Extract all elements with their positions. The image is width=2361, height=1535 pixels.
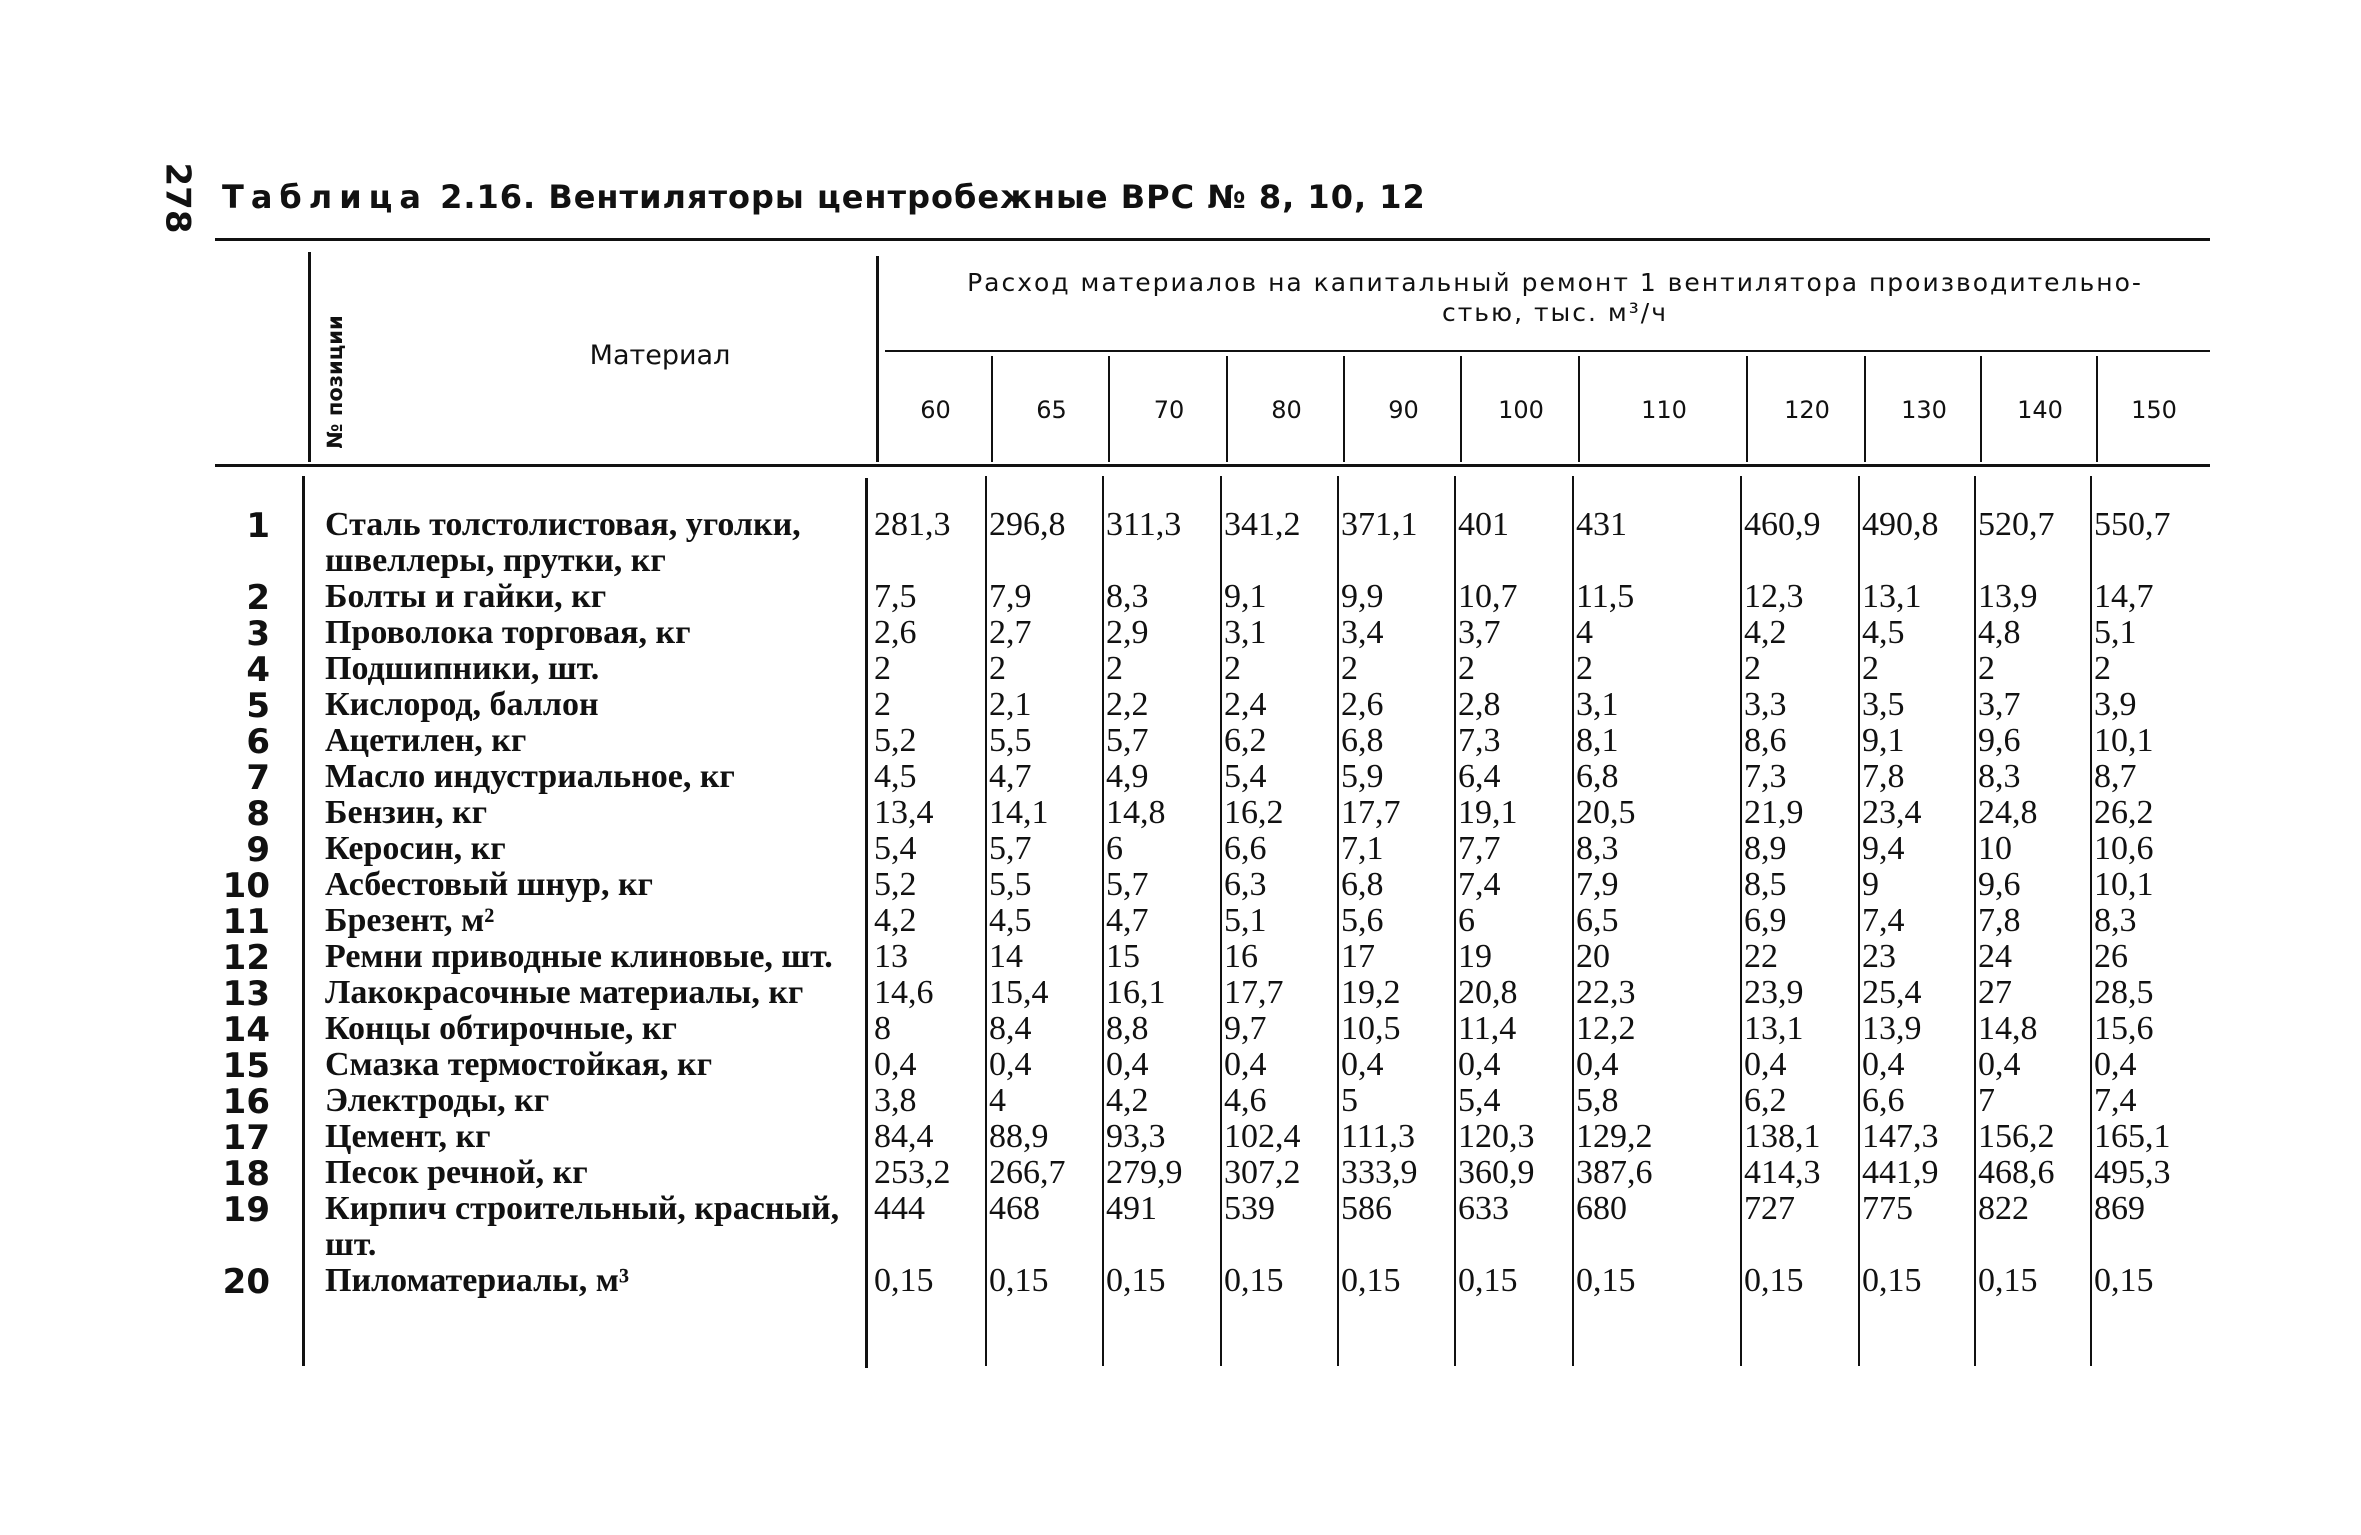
row-material: Электроды, кг [325,1082,550,1119]
row-value-cell: 23,4 [1862,794,1922,831]
row-value-cell: 775 [1862,1190,1913,1227]
row-value-cell: 0,4 [1341,1046,1384,1083]
table-title-text: 2.16. Вентиляторы центробежные ВРС № 8, 10, 12 [440,178,1426,216]
row-value-cell: 165,1 [2094,1118,2171,1155]
row-value-cell: 138,1 [1744,1118,1821,1155]
row-value-cell: 7,5 [874,578,917,615]
row-value-cell: 7,4 [2094,1082,2137,1119]
row-value-cell: 15,6 [2094,1010,2154,1047]
capacity-span-line2: стью, тыс. м³/ч [1442,298,1668,327]
row-value-cell: 6,6 [1224,830,1267,867]
row-value-cell: 4 [1576,614,1593,651]
row-value-cell: 88,9 [989,1118,1049,1155]
row-value-cell: 27 [1978,974,2012,1011]
row-value-cell: 120,3 [1458,1118,1535,1155]
capacity-header-cell: 140 [2017,396,2063,424]
row-position-number: 8 [246,794,270,834]
row-value-cell: 3,8 [874,1082,917,1119]
row-position-number: 20 [222,1262,270,1302]
row-value-cell: 0,4 [874,1046,917,1083]
row-value-cell: 13,1 [1744,1010,1804,1047]
row-material: Бензин, кг [325,794,488,831]
row-value-cell: 495,3 [2094,1154,2171,1191]
row-value-cell: 8,3 [2094,902,2137,939]
row-value-cell: 4,7 [1106,902,1149,939]
row-value-cell: 7,9 [1576,866,1619,903]
row-material: Кирпич строительный, красный, [325,1190,840,1227]
row-value-cell: 0,15 [1744,1262,1804,1299]
row-position-number: 2 [246,578,270,618]
row-value-cell: 111,3 [1341,1118,1415,1155]
row-position-number: 15 [222,1046,270,1086]
row-value-cell: 7,8 [1978,902,2021,939]
row-value-cell: 3,1 [1224,614,1267,651]
row-value-cell: 13 [874,938,908,975]
row-value-cell: 333,9 [1341,1154,1418,1191]
row-value-cell: 11,4 [1458,1010,1517,1047]
capacity-column-divider-body [1220,476,1222,1366]
row-value-cell: 3,4 [1341,614,1384,651]
row-value-cell: 0,4 [1224,1046,1267,1083]
row-value-cell: 2 [1341,650,1358,687]
row-value-cell: 5,4 [1224,758,1267,795]
row-value-cell: 7 [1978,1082,1995,1119]
capacity-column-divider-body [1454,476,1456,1366]
row-value-cell: 21,9 [1744,794,1804,831]
row-value-cell: 10 [1978,830,2012,867]
capacity-column-divider-body [985,476,987,1366]
table-title-label: Таблица [222,178,428,216]
capacity-header-cell: 130 [1901,396,1947,424]
capacity-column-divider-body [1572,476,1574,1366]
row-value-cell: 2 [874,650,891,687]
row-value-cell: 539 [1224,1190,1275,1227]
row-value-cell: 8,3 [1978,758,2021,795]
row-position-number: 16 [222,1082,270,1122]
row-value-cell: 28,5 [2094,974,2154,1011]
row-value-cell: 491 [1106,1190,1157,1227]
row-value-cell: 3,3 [1744,686,1787,723]
row-value-cell: 371,1 [1341,506,1418,543]
row-value-cell: 4,2 [874,902,917,939]
row-value-cell: 6,8 [1341,866,1384,903]
row-value-cell: 0,15 [1341,1262,1401,1299]
table-title [222,178,1426,216]
row-value-cell: 360,9 [1458,1154,1535,1191]
row-value-cell: 5,7 [1106,722,1149,759]
row-value-cell: 19,2 [1341,974,1401,1011]
row-value-cell: 8 [874,1010,891,1047]
capacity-column-divider-body [2090,476,2092,1366]
row-material-continued: шт. [325,1226,377,1263]
row-value-cell: 2,1 [989,686,1032,723]
material-column-divider-body [865,478,868,1368]
row-value-cell: 3,7 [1458,614,1501,651]
row-value-cell: 8,4 [989,1010,1032,1047]
row-value-cell: 586 [1341,1190,1392,1227]
row-value-cell: 341,2 [1224,506,1301,543]
pos-column-divider [308,252,311,462]
row-position-number: 19 [222,1190,270,1230]
row-value-cell: 10,7 [1458,578,1518,615]
row-value-cell: 9,1 [1224,578,1267,615]
row-value-cell: 4,5 [874,758,917,795]
capacity-column-divider-body [1337,476,1339,1366]
row-value-cell: 24 [1978,938,2012,975]
row-value-cell: 14,8 [1978,1010,2038,1047]
row-value-cell: 5,4 [1458,1082,1501,1119]
row-position-number: 3 [246,614,270,654]
row-value-cell: 0,15 [1576,1262,1636,1299]
row-value-cell: 5,6 [1341,902,1384,939]
row-value-cell: 147,3 [1862,1118,1939,1155]
row-value-cell: 17,7 [1341,794,1401,831]
row-value-cell: 5,9 [1341,758,1384,795]
row-value-cell: 2,9 [1106,614,1149,651]
row-value-cell: 3,7 [1978,686,2021,723]
row-value-cell: 281,3 [874,506,951,543]
capacity-header-cell: 120 [1784,396,1830,424]
row-value-cell: 0,15 [989,1262,1049,1299]
row-value-cell: 9,6 [1978,866,2021,903]
row-material: Цемент, кг [325,1118,491,1155]
row-material: Сталь толстолистовая, уголки, [325,506,801,543]
row-value-cell: 5,8 [1576,1082,1619,1119]
row-value-cell: 0,4 [2094,1046,2137,1083]
row-value-cell: 822 [1978,1190,2029,1227]
row-value-cell: 253,2 [874,1154,951,1191]
row-value-cell: 13,4 [874,794,934,831]
row-position-number: 13 [222,974,270,1014]
row-position-number: 1 [246,506,270,546]
row-position-number: 9 [246,830,270,870]
row-material: Болты и гайки, кг [325,578,607,615]
row-value-cell: 4 [989,1082,1006,1119]
row-value-cell: 26 [2094,938,2128,975]
row-value-cell: 6,5 [1576,902,1619,939]
row-value-cell: 0,15 [1224,1262,1284,1299]
row-value-cell: 5,7 [989,830,1032,867]
row-value-cell: 22,3 [1576,974,1636,1011]
row-value-cell: 15 [1106,938,1140,975]
row-value-cell: 296,8 [989,506,1066,543]
row-value-cell: 2 [1458,650,1475,687]
row-value-cell: 7,8 [1862,758,1905,795]
row-value-cell: 17,7 [1224,974,1284,1011]
row-material: Ацетилен, кг [325,722,527,759]
row-value-cell: 0,4 [1458,1046,1501,1083]
row-value-cell: 10,6 [2094,830,2154,867]
row-value-cell: 4,2 [1106,1082,1149,1119]
row-value-cell: 444 [874,1190,925,1227]
capacity-header-cell: 65 [1036,396,1067,424]
row-value-cell: 680 [1576,1190,1627,1227]
capacity-header-cell: 90 [1388,396,1419,424]
row-value-cell: 10,1 [2094,866,2154,903]
row-position-number: 11 [222,902,270,942]
row-value-cell: 3,1 [1576,686,1619,723]
row-value-cell: 6 [1458,902,1475,939]
row-value-cell: 20,5 [1576,794,1636,831]
row-value-cell: 441,9 [1862,1154,1939,1191]
row-value-cell: 2,7 [989,614,1032,651]
row-value-cell: 307,2 [1224,1154,1301,1191]
material-header: Материал [589,340,731,371]
row-value-cell: 102,4 [1224,1118,1301,1155]
row-value-cell: 5,2 [874,866,917,903]
row-value-cell: 460,9 [1744,506,1821,543]
row-value-cell: 3,9 [2094,686,2137,723]
row-value-cell: 156,2 [1978,1118,2055,1155]
row-value-cell: 550,7 [2094,506,2171,543]
row-material: Проволока торговая, кг [325,614,691,651]
row-value-cell: 129,2 [1576,1118,1653,1155]
row-value-cell: 84,4 [874,1118,934,1155]
row-value-cell: 6,4 [1458,758,1501,795]
row-material: Керосин, кг [325,830,506,867]
row-value-cell: 5,5 [989,722,1032,759]
row-value-cell: 431 [1576,506,1627,543]
row-value-cell: 5,1 [2094,614,2137,651]
row-value-cell: 23 [1862,938,1896,975]
row-value-cell: 0,4 [1106,1046,1149,1083]
row-value-cell: 5,4 [874,830,917,867]
row-value-cell: 6,8 [1576,758,1619,795]
row-value-cell: 2,6 [1341,686,1384,723]
row-value-cell: 2 [1576,650,1593,687]
row-value-cell: 4,5 [1862,614,1905,651]
capacity-header-cell: 70 [1153,396,1185,424]
row-value-cell: 16,2 [1224,794,1284,831]
row-value-cell: 9 [1862,866,1879,903]
row-value-cell: 19 [1458,938,1492,975]
row-value-cell: 20,8 [1458,974,1518,1011]
capacity-column-divider-body [1858,476,1860,1366]
row-value-cell: 0,15 [1106,1262,1166,1299]
row-value-cell: 7,9 [989,578,1032,615]
subheader-rule [885,350,2210,352]
row-value-cell: 8,3 [1576,830,1619,867]
row-value-cell: 2 [1106,650,1123,687]
row-value-cell: 24,8 [1978,794,2038,831]
row-value-cell: 5,1 [1224,902,1267,939]
row-value-cell: 5,7 [1106,866,1149,903]
row-value-cell: 0,15 [1862,1262,1922,1299]
row-value-cell: 16,1 [1106,974,1166,1011]
row-value-cell: 11,5 [1576,578,1635,615]
row-value-cell: 25,4 [1862,974,1922,1011]
row-value-cell: 0,4 [989,1046,1032,1083]
row-value-cell: 490,8 [1862,506,1939,543]
top-rule [215,238,2210,241]
row-value-cell: 22 [1744,938,1778,975]
row-value-cell: 26,2 [2094,794,2154,831]
row-position-number: 14 [222,1010,270,1050]
row-value-cell: 2 [989,650,1006,687]
row-value-cell: 8,9 [1744,830,1787,867]
row-value-cell: 14 [989,938,1023,975]
row-value-cell: 13,9 [1862,1010,1922,1047]
row-material: Песок речной, кг [325,1154,588,1191]
row-value-cell: 15,4 [989,974,1049,1011]
row-material: Концы обтирочные, кг [325,1010,677,1047]
row-value-cell: 6,8 [1341,722,1384,759]
row-value-cell: 6,2 [1224,722,1267,759]
row-position-number: 4 [246,650,270,690]
row-value-cell: 6,2 [1744,1082,1787,1119]
row-material: Смазка термостойкая, кг [325,1046,713,1083]
row-value-cell: 4,2 [1744,614,1787,651]
row-value-cell: 2,8 [1458,686,1501,723]
capacity-header-cell: 110 [1641,396,1687,424]
row-material: Брезент, м² [325,902,495,939]
row-value-cell: 4,9 [1106,758,1149,795]
row-value-cell: 311,3 [1106,506,1182,543]
row-value-cell: 2,6 [874,614,917,651]
row-value-cell: 9,4 [1862,830,1905,867]
row-value-cell: 5,2 [874,722,917,759]
row-material: Асбестовый шнур, кг [325,866,653,903]
row-position-number: 17 [222,1118,270,1158]
row-value-cell: 14,7 [2094,578,2154,615]
row-value-cell: 4,6 [1224,1082,1267,1119]
row-value-cell: 10,5 [1341,1010,1401,1047]
row-value-cell: 0,4 [1744,1046,1787,1083]
row-value-cell: 4,5 [989,902,1032,939]
row-value-cell: 12,3 [1744,578,1804,615]
row-value-cell: 4,8 [1978,614,2021,651]
page-number: 278 [157,162,198,234]
header-bottom-rule [215,464,2210,467]
row-value-cell: 2 [1978,650,1995,687]
row-value-cell: 2 [1224,650,1241,687]
row-material: Масло индустриальное, кг [325,758,735,795]
row-value-cell: 10,1 [2094,722,2154,759]
row-value-cell: 8,7 [2094,758,2137,795]
row-value-cell: 93,3 [1106,1118,1166,1155]
row-position-number: 7 [246,758,270,798]
capacity-column-divider-body [1974,476,1976,1366]
row-value-cell: 2 [874,686,891,723]
capacity-header-cell: 60 [920,396,951,424]
row-position-number: 10 [222,866,270,906]
row-value-cell: 14,6 [874,974,934,1011]
row-value-cell: 0,15 [1978,1262,2038,1299]
row-value-cell: 17 [1341,938,1375,975]
row-value-cell: 0,4 [1576,1046,1619,1083]
row-value-cell: 6,9 [1744,902,1787,939]
capacity-header-cell: 80 [1271,396,1302,424]
row-material-continued: швеллеры, прутки, кг [325,542,666,579]
row-value-cell: 468,6 [1978,1154,2055,1191]
row-value-cell: 8,5 [1744,866,1787,903]
row-value-cell: 727 [1744,1190,1795,1227]
row-value-cell: 13,1 [1862,578,1922,615]
row-value-cell: 7,4 [1862,902,1905,939]
row-value-cell: 2 [1744,650,1761,687]
row-value-cell: 5,5 [989,866,1032,903]
row-material: Лакокрасочные материалы, кг [325,974,804,1011]
row-value-cell: 387,6 [1576,1154,1653,1191]
row-material: Кислород, баллон [325,686,599,723]
row-value-cell: 23,9 [1744,974,1804,1011]
row-value-cell: 12,2 [1576,1010,1636,1047]
row-value-cell: 9,1 [1862,722,1905,759]
row-value-cell: 0,4 [1978,1046,2021,1083]
row-value-cell: 7,4 [1458,866,1501,903]
row-value-cell: 0,15 [874,1262,934,1299]
row-value-cell: 13,9 [1978,578,2038,615]
row-position-number: 5 [246,686,270,726]
row-value-cell: 16 [1224,938,1258,975]
row-material: Ремни приводные клиновые, шт. [325,938,833,975]
row-value-cell: 9,9 [1341,578,1384,615]
row-value-cell: 8,3 [1106,578,1149,615]
row-value-cell: 0,4 [1862,1046,1905,1083]
row-value-cell: 6,3 [1224,866,1267,903]
row-value-cell: 3,5 [1862,686,1905,723]
capacity-span-header [890,268,2220,328]
row-value-cell: 8,8 [1106,1010,1149,1047]
row-value-cell: 9,6 [1978,722,2021,759]
row-position-number: 6 [246,722,270,762]
row-value-cell: 7,1 [1341,830,1384,867]
row-value-cell: 6,6 [1862,1082,1905,1119]
row-material: Пиломатериалы, м³ [325,1262,630,1299]
row-value-cell: 4,7 [989,758,1032,795]
row-value-cell: 19,1 [1458,794,1518,831]
row-position-number: 18 [222,1154,270,1194]
row-value-cell: 2,2 [1106,686,1149,723]
capacity-header-cell: 100 [1498,396,1544,424]
row-value-cell: 6 [1106,830,1123,867]
capacity-header-cell: 150 [2131,396,2177,424]
row-value-cell: 14,1 [989,794,1049,831]
row-value-cell: 7,3 [1744,758,1787,795]
row-value-cell: 7,7 [1458,830,1501,867]
row-value-cell: 14,8 [1106,794,1166,831]
position-header: № позиции [323,315,347,449]
row-value-cell: 633 [1458,1190,1509,1227]
capacity-column-divider-body [1740,476,1742,1366]
row-value-cell: 8,1 [1576,722,1619,759]
row-value-cell: 20 [1576,938,1610,975]
row-value-cell: 401 [1458,506,1509,543]
row-value-cell: 7,3 [1458,722,1501,759]
row-value-cell: 2,4 [1224,686,1267,723]
row-value-cell: 8,6 [1744,722,1787,759]
row-value-cell: 266,7 [989,1154,1066,1191]
row-value-cell: 0,15 [2094,1262,2154,1299]
capacity-span-line1: Расход материалов на капитальный ремонт 1 вентилятора производительно- [967,268,2143,297]
row-position-number: 12 [222,938,270,978]
capacity-column-divider-body [1102,476,1104,1366]
row-value-cell: 520,7 [1978,506,2055,543]
row-value-cell: 468 [989,1190,1040,1227]
row-material: Подшипники, шт. [325,650,600,687]
row-value-cell: 414,3 [1744,1154,1821,1191]
row-value-cell: 869 [2094,1190,2145,1227]
row-value-cell: 2 [1862,650,1879,687]
row-value-cell: 2 [2094,650,2111,687]
row-value-cell: 9,7 [1224,1010,1267,1047]
row-value-cell: 0,15 [1458,1262,1518,1299]
row-value-cell: 279,9 [1106,1154,1183,1191]
row-value-cell: 5 [1341,1082,1358,1119]
pos-column-divider-body [302,476,305,1366]
